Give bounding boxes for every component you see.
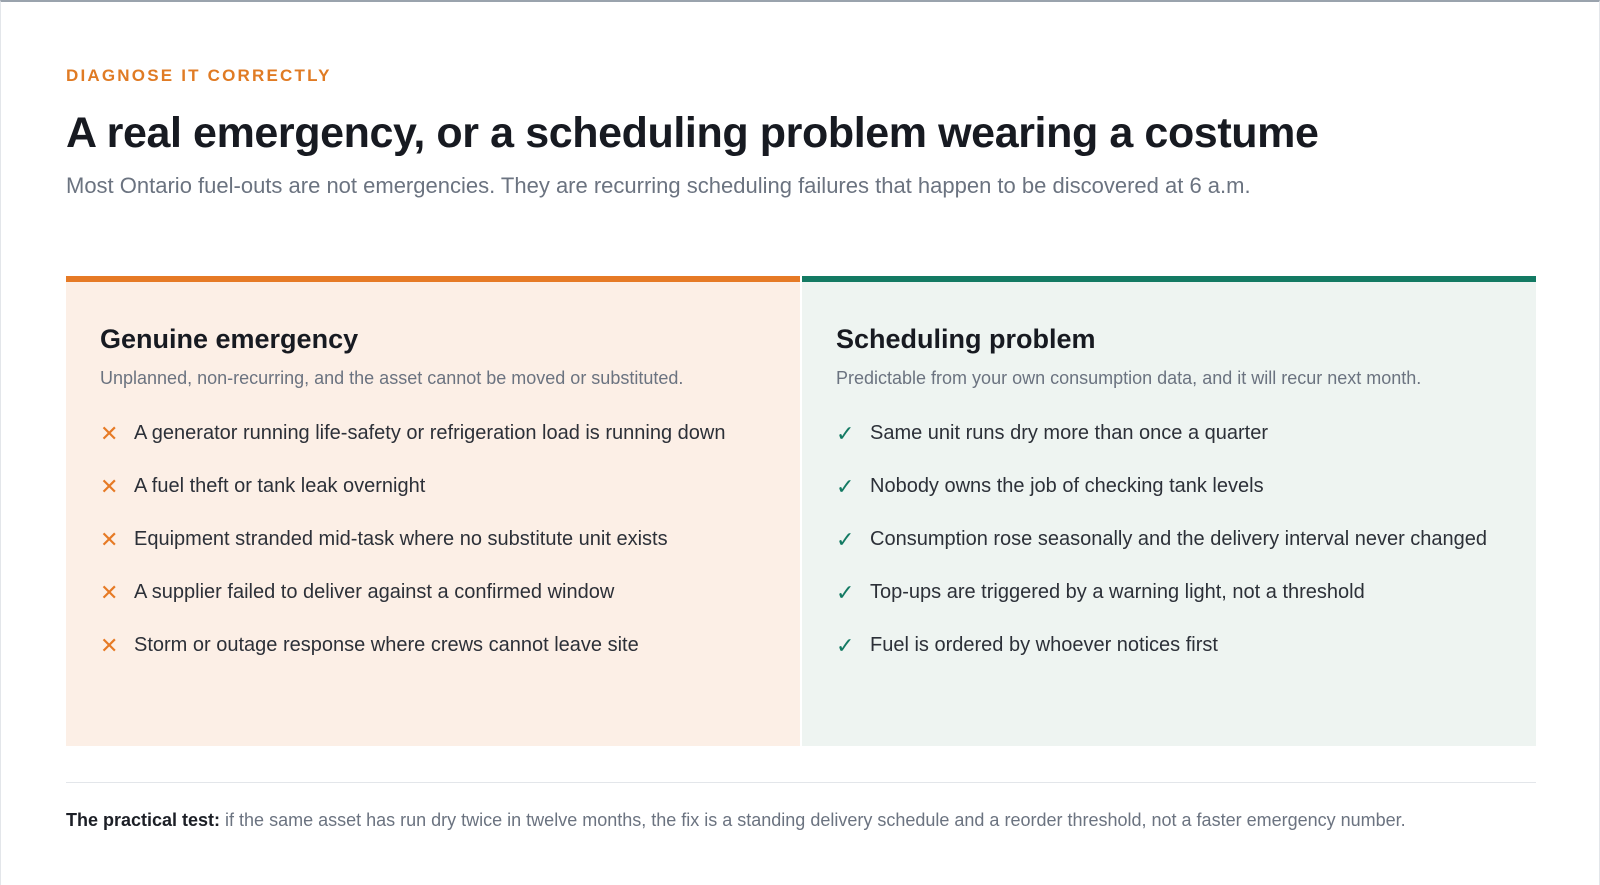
check-mark-icon: ✓ <box>836 633 855 658</box>
list-item <box>836 524 1502 555</box>
scheduling-panel-title: Scheduling problem <box>836 324 1096 354</box>
footer-divider <box>66 782 1536 783</box>
page-subtitle: Most Ontario fuel-outs are not emergencies. They are recurring scheduling failures that happen to be discovered at 6 a.m. <box>66 173 1251 198</box>
scheduling-panel <box>802 276 1536 746</box>
list-item <box>836 630 1502 661</box>
x-mark-icon: ✕ <box>100 421 119 446</box>
practical-test-note <box>66 808 1536 832</box>
x-mark-icon: ✕ <box>100 580 119 605</box>
check-mark-icon: ✓ <box>836 474 855 499</box>
scheduling-panel-description: Predictable from your own consumption data, and it will recur next month. <box>836 368 1422 388</box>
list-item-text: A generator running life-safety or refrigeration load is running down <box>134 422 726 444</box>
practical-test-label: The practical test: <box>66 810 221 830</box>
comparison-panels <box>66 276 1536 746</box>
list-item-text: Storm or outage response where crews cannot leave site <box>134 634 639 656</box>
eyebrow-label: DIAGNOSE IT CORRECTLY <box>66 66 332 85</box>
check-mark-icon: ✓ <box>836 580 855 605</box>
list-item-text: A fuel theft or tank leak overnight <box>134 475 426 497</box>
list-item-text: Same unit runs dry more than once a quarter <box>870 422 1268 444</box>
emergency-panel-description: Unplanned, non-recurring, and the asset cannot be moved or substituted. <box>100 368 684 388</box>
practical-test-text: if the same asset has run dry twice in twelve months, the fix is a standing delivery schedule and a reorder threshold, not a faster emergency number. <box>220 810 1406 830</box>
emergency-list <box>100 418 766 661</box>
list-item <box>100 524 766 555</box>
list-item-text: Fuel is ordered by whoever notices first <box>870 634 1218 656</box>
x-mark-icon: ✕ <box>100 474 119 499</box>
list-item-text: Nobody owns the job of checking tank levels <box>870 475 1264 497</box>
list-item-text: A supplier failed to deliver against a confirmed window <box>134 581 615 603</box>
list-item <box>100 630 766 661</box>
page-title: A real emergency, or a scheduling problem wearing a costume <box>66 109 1319 157</box>
emergency-panel-title: Genuine emergency <box>100 324 359 354</box>
list-item-text: Consumption rose seasonally and the delivery interval never changed <box>870 528 1488 550</box>
scheduling-list <box>836 418 1502 661</box>
list-item <box>100 577 766 608</box>
emergency-panel <box>66 276 800 746</box>
list-item <box>836 471 1502 502</box>
list-item <box>100 471 766 502</box>
list-item <box>836 577 1502 608</box>
list-item-text: Equipment stranded mid-task where no substitute unit exists <box>134 528 668 550</box>
list-item <box>836 418 1502 449</box>
x-mark-icon: ✕ <box>100 633 119 658</box>
check-mark-icon: ✓ <box>836 527 855 552</box>
list-item-text: Top-ups are triggered by a warning light, not a threshold <box>870 581 1365 603</box>
list-item <box>100 418 766 449</box>
check-mark-icon: ✓ <box>836 421 855 446</box>
x-mark-icon: ✕ <box>100 527 119 552</box>
